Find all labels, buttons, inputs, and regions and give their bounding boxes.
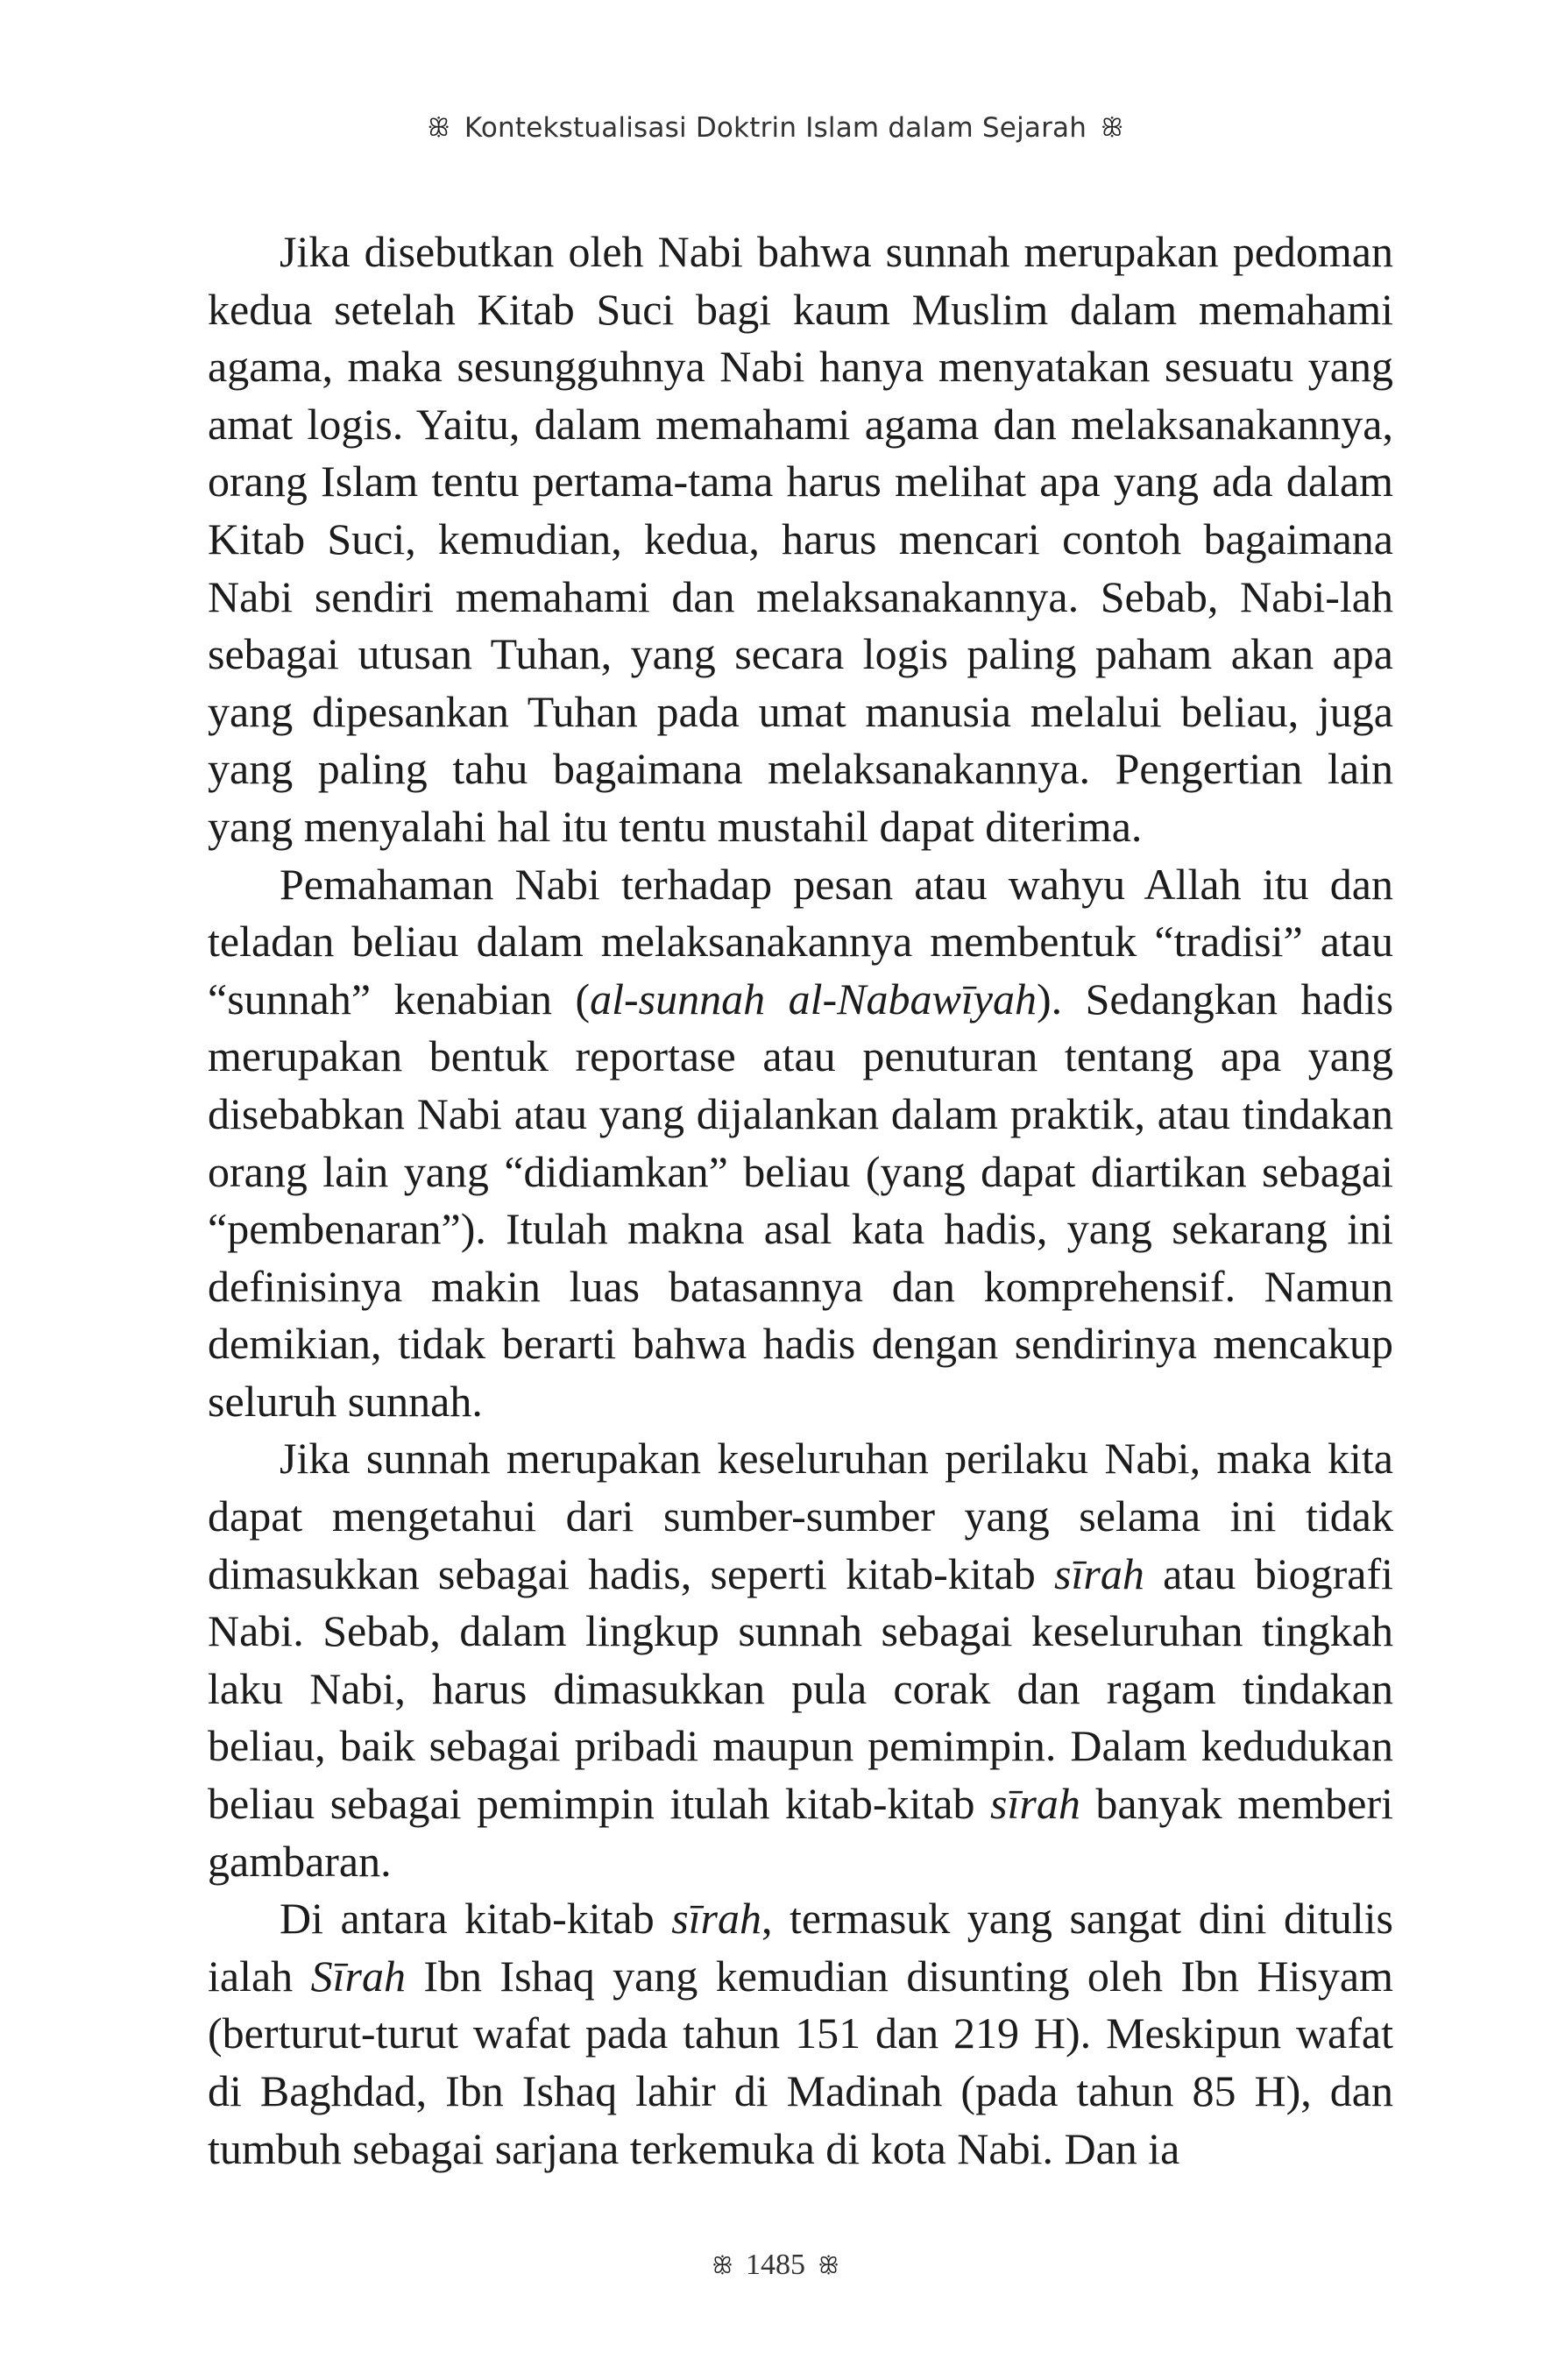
footer-ornament-left-icon: ꕥ	[712, 2253, 733, 2279]
body-text	[208, 223, 1393, 2178]
italic-term: sīrah	[1054, 1548, 1144, 1598]
ornament-left-icon: ꕥ	[427, 113, 450, 142]
text-run: Pemahaman Nabi terhadap pesan atau wahyu Allah itu dan teladan beliau dalam melaksanakannya membentuk “tradisi” atau “sunnah” kenabian (	[208, 859, 1393, 1024]
italic-term: Sīrah	[310, 1951, 406, 2001]
paragraph	[208, 1430, 1393, 1890]
text-run: Jika sunnah merupakan keseluruhan perilaku Nabi, maka kita dapat mengetahui dari sumber-sumber yang selama ini tidak dimasukkan sebagai hadis, seperti kitab-kitab	[208, 1434, 1393, 1598]
text-run: atau biografi Nabi. Sebab, dalam lingkup sunnah sebagai keseluruhan tingkah laku Nabi, harus dimasukkan pula corak dan ragam tindakan beliau, baik sebagai pribadi maupun pemimpin. Dalam kedudukan beliau sebagai pemimpin itulah kitab-kitab	[208, 1548, 1393, 1829]
text-run: Jika disebutkan oleh Nabi bahwa sunnah merupakan pedoman kedua setelah Kitab Suci bagi kaum Muslim dalam memahami agama, maka sesungguhnya Nabi hanya menyatakan sesuatu yang amat logis. Yaitu, dalam memahami agama dan melaksanakannya, orang Islam tentu pertama-tama harus melihat apa yang ada dalam Kitab Suci, kemudian, kedua, harus mencari contoh bagaimana Nabi sendiri memahami dan melaksanakannya. Sebab, Nabi-lah sebagai utusan Tuhan, yang secara logis paling paham akan apa yang dipesankan Tuhan pada umat manusia melalui beliau, juga yang paling tahu bagaimana melaksanakannya. Pengertian lain yang menyalahi hal itu tentu mustahil dapat diterima.	[208, 227, 1393, 851]
paragraph	[208, 1890, 1393, 2178]
paragraph	[208, 856, 1393, 1431]
running-header	[0, 112, 1551, 144]
text-run: ). Sedangkan hadis merupakan bentuk reportase atau penuturan tentang apa yang disebabkan Nabi atau yang dijalankan dalam praktik, atau tindakan orang lain yang “didiamkan” beliau (yang dapat diartikan sebagai “pembenaran”). Itulah makna asal kata hadis, yang sekarang ini definisinya makin luas batasannya dan komprehensif. Namun demikian, tidak berarti bahwa hadis dengan sendirinya mencakup seluruh sunnah.	[208, 974, 1394, 1426]
paragraph	[208, 223, 1393, 856]
footer-ornament-right-icon: ꕥ	[818, 2253, 839, 2279]
italic-term: sīrah	[671, 1894, 762, 1944]
italic-term: sīrah	[990, 1779, 1080, 1829]
ornament-right-icon: ꕥ	[1101, 113, 1124, 142]
text-run: , termasuk yang sangat dini ditulis ialah	[208, 1894, 1393, 2001]
italic-term: al-sunnah al-Nabawīyah	[590, 974, 1037, 1024]
running-header-title: Kontekstualisasi Doktrin Islam dalam Sejarah	[464, 112, 1087, 144]
text-run: Di antara kitab-kitab	[280, 1894, 672, 1944]
page-number: 1485	[746, 2249, 805, 2281]
page-footer	[0, 2249, 1551, 2282]
text-run: banyak memberi gambaran.	[208, 1779, 1393, 1886]
text-run: Ibn Ishaq yang kemudian disunting oleh Ibn Hisyam (berturut-turut wafat pada tahun 151 dan 219 H). Meskipun wafat di Baghdad, Ibn Ishaq lahir di Madinah (pada tahun 85 H), dan tumbuh sebagai sarjana terkemuka di kota Nabi. Dan ia	[208, 1951, 1393, 2173]
